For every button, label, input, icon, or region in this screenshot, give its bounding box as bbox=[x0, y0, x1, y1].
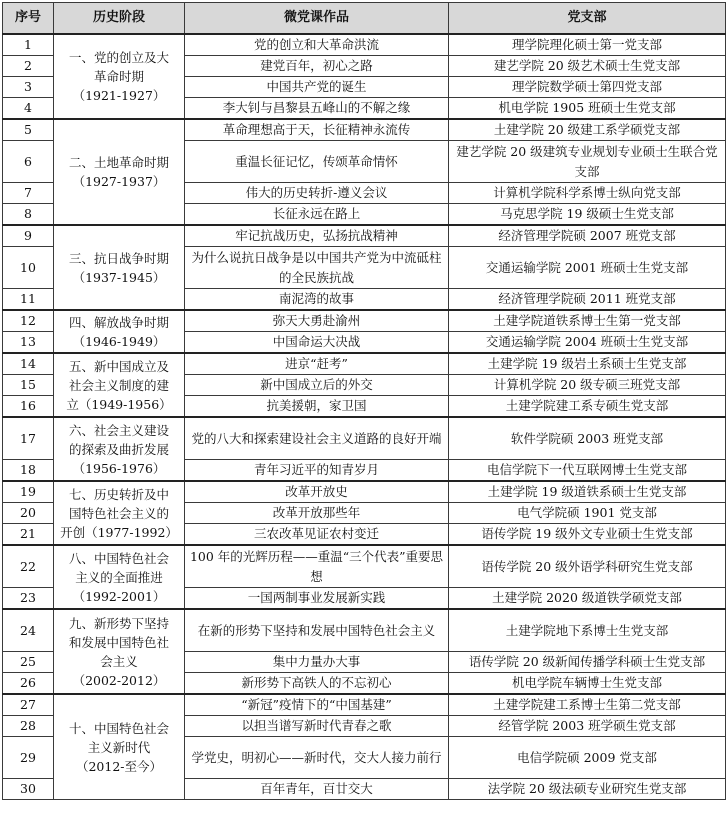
row-number: 16 bbox=[3, 396, 54, 418]
historical-stage-cell bbox=[54, 545, 185, 609]
stage-line: 社会主义制度的建 bbox=[68, 377, 169, 393]
party-branch: 建艺学院 20 级建筑专业规划专业硕士生联合党支部 bbox=[449, 141, 726, 183]
party-branch: 交通运输学院 2004 班硕士生党支部 bbox=[449, 332, 726, 354]
party-branch: 土建学院建工系专硕生党支部 bbox=[449, 396, 726, 418]
work-title: 新中国成立后的外交 bbox=[185, 375, 449, 396]
stage-line: 和发展中国特色社 bbox=[68, 634, 169, 650]
work-title: 中国命运大决战 bbox=[185, 332, 449, 354]
row-number: 15 bbox=[3, 375, 54, 396]
row-number: 28 bbox=[3, 716, 54, 737]
row-number: 8 bbox=[3, 204, 54, 226]
party-branch: 电气学院硕 1901 党支部 bbox=[449, 503, 726, 524]
table-row bbox=[3, 119, 726, 141]
table-row bbox=[3, 417, 726, 460]
row-number: 10 bbox=[3, 247, 54, 289]
stage-line: （2002-2012） bbox=[72, 672, 166, 688]
table-row bbox=[3, 225, 726, 247]
historical-stage-cell bbox=[54, 310, 185, 353]
party-branch: 经管学院 2003 班学硕生党支部 bbox=[449, 716, 726, 737]
row-number: 19 bbox=[3, 481, 54, 503]
row-number: 4 bbox=[3, 98, 54, 120]
table-header bbox=[3, 3, 726, 35]
stage-line: （2012-至今） bbox=[75, 758, 163, 774]
row-number: 25 bbox=[3, 652, 54, 673]
party-branch: 马克思学院 19 级硕士生党支部 bbox=[449, 204, 726, 226]
work-title: 在新的形势下坚持和发展中国特色社会主义 bbox=[185, 609, 449, 652]
party-branch: 建艺学院 20 级艺术硕士生党支部 bbox=[449, 56, 726, 77]
row-number: 3 bbox=[3, 77, 54, 98]
work-title: 100 年的光辉历程——重温“三个代表”重要思想 bbox=[185, 545, 449, 588]
row-number: 13 bbox=[3, 332, 54, 354]
row-number: 17 bbox=[3, 417, 54, 460]
table-row bbox=[3, 34, 726, 56]
stage-line: （1946-1949） bbox=[72, 333, 166, 349]
historical-stage-cell bbox=[54, 34, 185, 119]
stage-line: 三、抗日战争时期 bbox=[68, 250, 169, 266]
party-branch: 土建学院 2020 级道铁学硕党支部 bbox=[449, 588, 726, 610]
work-title: 改革开放史 bbox=[185, 481, 449, 503]
historical-stage-cell bbox=[54, 225, 185, 310]
row-number: 2 bbox=[3, 56, 54, 77]
stage-line: 七、历史转折及中 bbox=[68, 486, 169, 502]
stage-line: 八、中国特色社会 bbox=[68, 550, 169, 566]
stage-line: 革命时期 bbox=[93, 69, 144, 84]
work-title: 革命理想高于天，长征精神永流传 bbox=[185, 119, 449, 141]
stage-line: 九、新形势下坚持 bbox=[68, 615, 169, 631]
party-branch: 经济管理学院硕 2007 班党支部 bbox=[449, 225, 726, 247]
header-work: 微党课作品 bbox=[185, 3, 449, 35]
work-title: 一国两制事业发展新实践 bbox=[185, 588, 449, 610]
stage-line: 立（1949-1956） bbox=[66, 396, 172, 412]
header-stage: 历史阶段 bbox=[54, 3, 185, 35]
party-branch: 交通运输学院 2001 班硕士生党支部 bbox=[449, 247, 726, 289]
row-number: 1 bbox=[3, 34, 54, 56]
row-number: 21 bbox=[3, 524, 54, 546]
stage-line: 五、新中国成立及 bbox=[68, 358, 169, 374]
stage-line: 一、党的创立及大 bbox=[68, 50, 169, 65]
row-number: 26 bbox=[3, 673, 54, 695]
party-branch: 机电学院车辆博士生党支部 bbox=[449, 673, 726, 695]
row-number: 5 bbox=[3, 119, 54, 141]
table-row bbox=[3, 609, 726, 652]
stage-line: 会主义 bbox=[100, 653, 138, 669]
stage-line: 国特色社会主义的 bbox=[68, 505, 169, 521]
party-branch: 土建学院 19 级岩土系硕士生党支部 bbox=[449, 353, 726, 375]
work-title: 党的八大和探索建设社会主义道路的良好开端 bbox=[185, 417, 449, 460]
work-title: 集中力量办大事 bbox=[185, 652, 449, 673]
row-number: 18 bbox=[3, 460, 54, 482]
work-title: 建党百年，初心之路 bbox=[185, 56, 449, 77]
stage-line: 开创（1977-1992） bbox=[60, 524, 178, 540]
work-title: 三农改革见证农村变迁 bbox=[185, 524, 449, 546]
work-title: 改革开放那些年 bbox=[185, 503, 449, 524]
row-number: 20 bbox=[3, 503, 54, 524]
stage-line: （1921-1927） bbox=[72, 88, 166, 103]
row-number: 6 bbox=[3, 141, 54, 183]
work-title: 为什么说抗日战争是以中国共产党为中流砥柱的全民族抗战 bbox=[185, 247, 449, 289]
stage-line: 六、社会主义建设 bbox=[68, 422, 169, 438]
work-title: 牢记抗战历史，弘扬抗战精神 bbox=[185, 225, 449, 247]
work-title: 青年习近平的知青岁月 bbox=[185, 460, 449, 482]
work-title: 学党史，明初心——新时代，交大人接力前行 bbox=[185, 737, 449, 779]
work-title: 中国共产党的诞生 bbox=[185, 77, 449, 98]
work-title: 弥天大勇赴渝州 bbox=[185, 310, 449, 332]
party-branch: 电信学院硕 2009 党支部 bbox=[449, 737, 726, 779]
stage-line: （1992-2001） bbox=[72, 588, 166, 604]
stage-line: 主义新时代 bbox=[87, 739, 151, 755]
row-number: 22 bbox=[3, 545, 54, 588]
party-branch: 软件学院硕 2003 班党支部 bbox=[449, 417, 726, 460]
row-number: 24 bbox=[3, 609, 54, 652]
row-number: 11 bbox=[3, 289, 54, 311]
historical-stage-cell bbox=[54, 417, 185, 481]
work-title: “新冠”疫情下的“中国基建” bbox=[185, 694, 449, 716]
stage-line: 四、解放战争时期 bbox=[68, 314, 169, 330]
work-title: 以担当谱写新时代青春之歌 bbox=[185, 716, 449, 737]
party-branch: 土建学院地下系博士生党支部 bbox=[449, 609, 726, 652]
header-seq: 序号 bbox=[3, 3, 54, 35]
party-branch: 土建学院 20 级建工系学硕党支部 bbox=[449, 119, 726, 141]
row-number: 12 bbox=[3, 310, 54, 332]
micro-party-lesson-table bbox=[2, 2, 726, 800]
row-number: 9 bbox=[3, 225, 54, 247]
work-title: 进京“赶考” bbox=[185, 353, 449, 375]
stage-line: 的探索及曲折发展 bbox=[68, 441, 169, 457]
row-number: 14 bbox=[3, 353, 54, 375]
party-branch: 法学院 20 级法硕专业研究生党支部 bbox=[449, 779, 726, 800]
party-branch: 理学院理化硕士第一党支部 bbox=[449, 34, 726, 56]
party-branch: 机电学院 1905 班硕士生党支部 bbox=[449, 98, 726, 120]
work-title: 李大钊与昌黎县五峰山的不解之缘 bbox=[185, 98, 449, 120]
historical-stage-cell bbox=[54, 119, 185, 225]
table-row bbox=[3, 545, 726, 588]
row-number: 30 bbox=[3, 779, 54, 800]
row-number: 23 bbox=[3, 588, 54, 610]
work-title: 伟大的历史转折-遵义会议 bbox=[185, 183, 449, 204]
header-row bbox=[3, 3, 726, 35]
work-title: 南泥湾的故事 bbox=[185, 289, 449, 311]
party-branch: 语传学院 20 级新闻传播学科硕士生党支部 bbox=[449, 652, 726, 673]
work-title: 党的创立和大革命洪流 bbox=[185, 34, 449, 56]
table-row bbox=[3, 310, 726, 332]
work-title: 新形势下高铁人的不忘初心 bbox=[185, 673, 449, 695]
historical-stage-cell bbox=[54, 353, 185, 417]
party-branch: 语传学院 20 级外语学科研究生党支部 bbox=[449, 545, 726, 588]
row-number: 27 bbox=[3, 694, 54, 716]
party-branch: 经济管理学院硕 2011 班党支部 bbox=[449, 289, 726, 311]
table-row bbox=[3, 481, 726, 503]
stage-line: （1927-1937） bbox=[72, 174, 166, 189]
table-body bbox=[3, 34, 726, 800]
party-branch: 计算机学院科学系博士纵向党支部 bbox=[449, 183, 726, 204]
stage-line: 主义的全面推进 bbox=[75, 569, 163, 585]
row-number: 7 bbox=[3, 183, 54, 204]
header-branch: 党支部 bbox=[449, 3, 726, 35]
table-row bbox=[3, 694, 726, 716]
historical-stage-cell bbox=[54, 694, 185, 800]
work-title: 百年青年，百廿交大 bbox=[185, 779, 449, 800]
party-branch: 电信学院下一代互联网博士生党支部 bbox=[449, 460, 726, 482]
party-branch: 土建学院 19 级道铁系硕士生党支部 bbox=[449, 481, 726, 503]
row-number: 29 bbox=[3, 737, 54, 779]
stage-line: （1956-1976） bbox=[72, 460, 166, 476]
party-branch: 语传学院 19 级外文专业硕士生党支部 bbox=[449, 524, 726, 546]
historical-stage-cell bbox=[54, 609, 185, 694]
work-title: 抗美援朝，家卫国 bbox=[185, 396, 449, 418]
historical-stage-cell bbox=[54, 481, 185, 545]
stage-line: 十、中国特色社会 bbox=[68, 720, 169, 736]
party-branch: 土建学院建工系博士生第二党支部 bbox=[449, 694, 726, 716]
stage-line: （1937-1945） bbox=[72, 269, 166, 285]
table-row bbox=[3, 353, 726, 375]
party-branch: 理学院数学硕士第四党支部 bbox=[449, 77, 726, 98]
party-branch: 土建学院道铁系博士生第一党支部 bbox=[449, 310, 726, 332]
party-branch: 计算机学院 20 级专硕三班党支部 bbox=[449, 375, 726, 396]
stage-line: 二、土地革命时期 bbox=[68, 155, 169, 170]
work-title: 长征永远在路上 bbox=[185, 204, 449, 226]
work-title: 重温长征记忆，传颂革命情怀 bbox=[185, 141, 449, 183]
